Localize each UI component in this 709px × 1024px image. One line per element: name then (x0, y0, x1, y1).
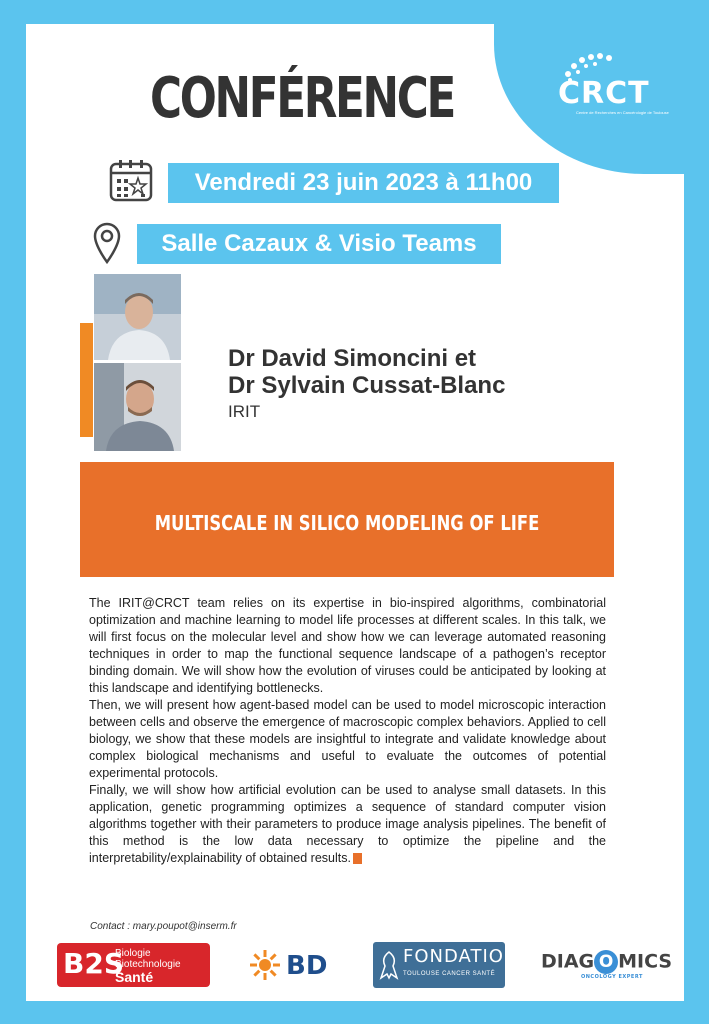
contact-email: Contact : mary.poupot@inserm.fr (90, 921, 237, 932)
map-pin-icon (93, 222, 121, 264)
bd-logo (250, 950, 328, 981)
photo-accent-bar (80, 323, 93, 437)
abstract-paragraph-3 (89, 782, 606, 867)
crct-logo-subtitle: Centre de Recherches en Cancérologie de Toulouse (576, 110, 669, 115)
speaker-photo-1 (94, 274, 181, 360)
talk-title-banner (80, 462, 614, 577)
talk-title: MULTISCALE IN SILICO MODELING OF LIFE (154, 511, 540, 535)
fondation-logo-sub: TOULOUSE CANCER SANTÉ (403, 971, 496, 977)
abstract-paragraph-3-text: Finally, we will show how artificial evolution can be used to analyse small datasets. In this application, genetic programming optimizes a sequence of standard computer vision algorithms together with their parameters to produce image analysis pipelines. The benefit of this method is the low data necessary to optimize the pipeline and the interpretability/explainability of obtained results. (89, 783, 606, 865)
abstract-paragraph-1: The IRIT@CRCT team relies on its expertise in bio-inspired algorithms, combinatorial optimization and machine learning to model life processes at different scales. In this talk, we will first focus on the molecular level and show how we can leverage automated reasoning techniques in order to map the functional sequence landscape of a pathogen’s receptor binding domain. We will show how the evolution of viruses could be anticipated by looking at this landscape and identifying bottlenecks. (89, 596, 606, 695)
fondation-logo-name: FONDATION (403, 946, 519, 967)
diagomics-logo (541, 950, 673, 980)
diagomics-o: O (594, 950, 618, 974)
speaker-block (228, 345, 505, 423)
event-location: Salle Cazaux & Visio Teams (137, 224, 501, 264)
ribbon-icon (379, 950, 399, 980)
sponsor-logos (0, 940, 709, 990)
page-title: CONFÉRENCE (150, 66, 454, 131)
abstract-paragraph-2: Then, we will present how agent-based model can be used to model microscopic interaction between cells and observe the emergence of macroscopic complex behaviors. Applied to cell biology, we show that these models are insightful to integrate and validate knowledge about complex biological mechanisms and useful to evaluate the outcomes of potential experimental protocols. (89, 698, 606, 780)
b2s-logo-mark: B2S (63, 947, 124, 980)
person-icon (94, 363, 181, 451)
speaker-name-1: Dr David Simoncini et (228, 345, 477, 372)
end-mark (353, 853, 362, 864)
diagomics-left: DIAG (541, 950, 595, 973)
fondation-logo (373, 942, 519, 988)
b2s-logo (57, 943, 210, 987)
diagomics-right: MICS (618, 950, 673, 973)
calendar-icon (108, 158, 154, 204)
logo-corner (494, 24, 684, 174)
diagomics-sub: ONCOLOGY EXPERT (581, 974, 643, 980)
speaker-photo-2 (94, 363, 181, 451)
bd-logo-text: BD (286, 951, 328, 981)
crct-logo-text: CRCT (558, 76, 650, 111)
person-icon (94, 274, 181, 360)
b2s-line-1: Biologie (115, 948, 151, 959)
speaker-name-2: Dr Sylvain Cussat-Blanc (228, 372, 506, 399)
b2s-line-3: Santé (115, 969, 154, 985)
sun-icon (250, 950, 280, 980)
speaker-affiliation: IRIT (228, 402, 261, 421)
crct-logo (550, 52, 669, 132)
abstract (89, 595, 606, 867)
b2s-line-2: Biotechnologie (115, 959, 181, 970)
event-date: Vendredi 23 juin 2023 à 11h00 (168, 163, 559, 203)
